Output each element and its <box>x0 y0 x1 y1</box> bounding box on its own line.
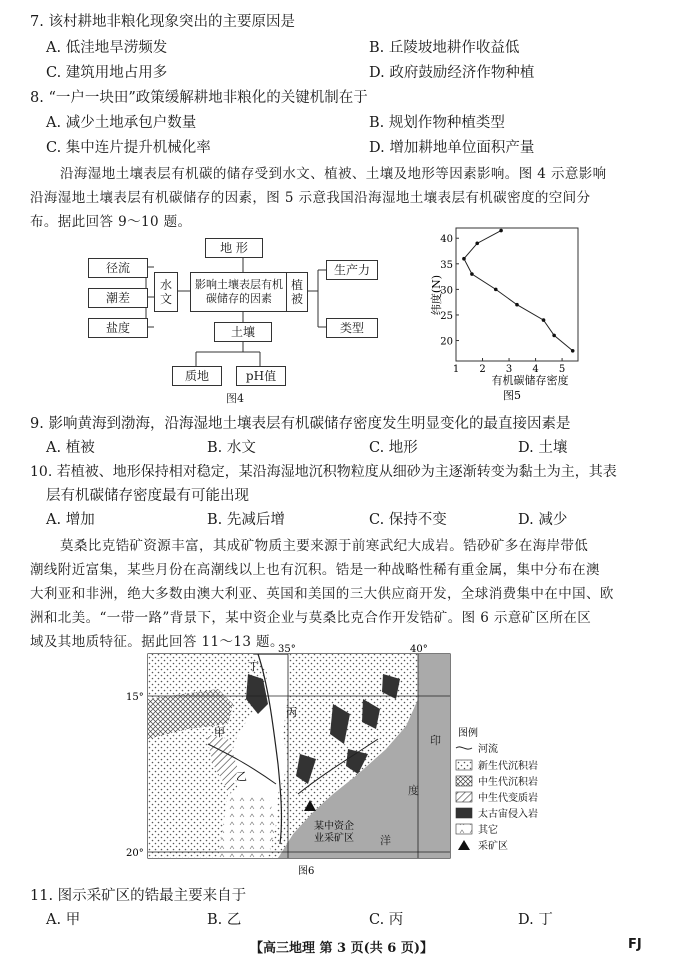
q10-stem-line-1: 10. 若植被、地形保持相对稳定，某沿海湿地沉积物粒度从细砂为主逐渐转变为黏土为主，其表 <box>30 464 617 480</box>
fig5-ytick-label: 25 <box>440 310 453 322</box>
fig6-legend-river: 河流 <box>478 744 498 755</box>
fig4-texture-box: 质地 <box>172 366 222 386</box>
q10-option-b: B. 先减后增 <box>207 512 285 528</box>
q9-option-c: C. 地形 <box>369 440 418 456</box>
q9-stem: 9. 影响黄海到渤海，沿海湿地土壤表层有机碳储存密度发生明显变化的最直接因素是 <box>30 416 571 432</box>
fig6-mine-label-line-1: 某中资企 <box>314 821 354 832</box>
fig6-lat15-label: 15° <box>126 692 144 703</box>
fig6-ocean-char-3: 洋 <box>380 834 391 847</box>
fig5-plot <box>420 225 600 405</box>
fig4-runoff-box: 径流 <box>88 258 148 278</box>
q11-option-b: B. 乙 <box>207 912 242 928</box>
fig6-map-svg <box>118 644 558 878</box>
fig5-data-point <box>552 334 556 338</box>
q10-stem-line-2: 层有机碳储存密度最有可能出现 <box>46 488 249 504</box>
q8-option-d: D. 增加耕地单位面积产量 <box>369 140 535 156</box>
passage1-line-3: 布。据此回答 9～10 题。 <box>30 214 192 230</box>
fig4-terrain-box: 地 形 <box>205 238 263 258</box>
q7-option-c: C. 建筑用地占用多 <box>46 65 168 81</box>
q10-option-a: A. 增加 <box>46 512 95 528</box>
fig6-lat20-label: 20° <box>126 848 144 859</box>
passage2-line-3: 大利亚和非洲，绝大多数由澳大利亚、英国和美国的三大供应商开发，全球消费集中在中国、欧 <box>30 586 614 602</box>
fig4-center-box: 影响土壤表层有机碳储存的因素 <box>190 272 288 312</box>
fig5-series-line <box>464 231 573 351</box>
q7-stem: 7. 该村耕地非粮化现象突出的主要原因是 <box>30 14 295 30</box>
q8-stem: 8. “一户一块田”政策缓解耕地非粮化的关键机制在于 <box>30 90 368 106</box>
footer-page-info: 【高三地理 第 3 页(共 6 页)】 <box>250 941 434 956</box>
q7-option-d: D. 政府鼓励经济作物种植 <box>369 65 535 81</box>
fig6-legend-other-swatch <box>456 824 472 834</box>
fig5-data-point <box>494 288 498 292</box>
q9-option-d: D. 土壤 <box>518 440 568 456</box>
fig5-ytick-label: 20 <box>440 336 453 348</box>
fig5-data-point <box>499 229 503 233</box>
passage1-line-1: 沿海湿地土壤表层有机碳的储存受到水文、植被、土壤及地形等因素影响。图 4 示意影响 <box>60 166 607 182</box>
footer-code: FJ <box>628 937 642 952</box>
fig4-ph-box: pH值 <box>236 366 286 386</box>
fig5-plot-frame <box>456 228 578 361</box>
fig6-caption: 图6 <box>298 866 315 877</box>
fig6-label-bing: 丙 <box>286 706 297 719</box>
fig6-legend-other: 其它 <box>478 825 498 836</box>
q9-option-a: A. 植被 <box>46 440 95 456</box>
fig4-caption: 图4 <box>226 392 244 405</box>
q9-option-b: B. 水文 <box>207 440 256 456</box>
q11-option-d: D. 丁 <box>518 912 553 928</box>
fig5-data-point <box>542 318 546 322</box>
fig4-salinity-box: 盐度 <box>88 318 148 338</box>
passage2-line-5: 域及其地质特征。据此回答 11～13 题。 <box>30 634 284 650</box>
fig6-lon35-label: 35° <box>278 644 296 655</box>
fig4-hydrology-box: 水 文 <box>154 272 178 312</box>
passage2-line-2: 潮线附近富集，某些月份在高潮线以上也有沉积。锆是一种战略性稀有重金属，集中分布在澳 <box>30 562 600 578</box>
fig6-mine-label-line-2: 业采矿区 <box>314 833 354 844</box>
fig6-ocean-char-1: 印 <box>430 734 441 747</box>
fig6-legend-river-swatch <box>456 747 472 749</box>
fig6-legend-archean-swatch <box>456 808 472 818</box>
fig4-productivity-box: 生产力 <box>326 260 378 280</box>
fig5-xtick-label: 1 <box>452 364 460 375</box>
fig5-data-point <box>470 272 474 276</box>
fig6-label-ding: 丁 <box>248 660 259 673</box>
fig5-data-point <box>571 349 575 353</box>
fig5-data-point <box>515 303 519 307</box>
fig5-data-point <box>462 257 466 261</box>
fig5-data-point <box>475 242 479 246</box>
fig6-other-rock <box>218 794 276 858</box>
fig5-ytick-label: 35 <box>440 259 453 271</box>
fig5-ytick-label: 40 <box>440 234 453 246</box>
fig6-lon40-label: 40° <box>410 644 428 655</box>
q7-option-a: A. 低洼地旱涝频发 <box>46 40 168 56</box>
fig5-ytick-label: 30 <box>440 285 453 297</box>
fig5-xtick-label: 4 <box>532 364 539 375</box>
fig5-ylabel: 纬度(N) <box>430 274 443 316</box>
q11-stem: 11. 图示采矿区的锆最主要来自于 <box>30 888 247 904</box>
fig6-legend-mine: 采矿区 <box>478 841 508 852</box>
q8-option-b: B. 规划作物种植类型 <box>369 115 505 131</box>
q8-option-a: A. 减少土地承包户数量 <box>46 115 197 131</box>
q11-option-a: A. 甲 <box>46 912 81 928</box>
fig4-type-box: 类型 <box>326 318 378 338</box>
fig6-legend-mesozoic-meta-swatch <box>456 792 472 802</box>
fig6-legend-cenozoic: 新生代沉积岩 <box>478 761 538 772</box>
q11-option-c: C. 丙 <box>369 912 404 928</box>
fig5-xtick-label: 3 <box>505 364 513 375</box>
fig6-label-yi: 乙 <box>236 770 247 783</box>
passage2-line-1: 莫桑比克锆矿资源丰富，其成矿物质主要来源于前寒武纪大成岩。锆砂矿多在海岸带低 <box>60 538 589 554</box>
q8-option-c: C. 集中连片提升机械化率 <box>46 140 211 156</box>
fig4-vegetation-box: 植 被 <box>286 272 308 312</box>
fig5-xtick-label: 5 <box>558 364 566 375</box>
passage1-line-2: 沿海湿地土壤表层有机碳储存的因素，图 5 示意我国沿海湿地土壤表层有机碳密度的空间分 <box>30 190 591 206</box>
figure-4-diagram <box>88 230 398 405</box>
fig4-soil-box: 土壤 <box>214 322 272 342</box>
fig6-legend-mine-swatch <box>458 840 470 850</box>
fig5-caption: 图5 <box>503 389 521 402</box>
fig6-legend-mesozoic-meta: 中生代变质岩 <box>478 793 538 804</box>
q10-option-c: C. 保持不变 <box>369 512 447 528</box>
passage2-line-4: 洲和北美。“一带一路”背景下，某中资企业与莫桑比克合作开发锆矿。图 6 示意矿区所在区 <box>30 610 592 626</box>
fig6-legend-archean: 太古宙侵入岩 <box>478 809 538 820</box>
figure-6-map <box>118 644 558 878</box>
fig6-legend-mesozoic-sed-swatch <box>456 776 472 786</box>
fig5-xtick-label: 2 <box>479 364 486 375</box>
fig6-ocean-char-2: 度 <box>408 784 419 797</box>
q7-option-b: B. 丘陵坡地耕作收益低 <box>369 40 520 56</box>
fig6-label-jia: 甲 <box>214 726 225 739</box>
fig6-legend-cenozoic-swatch <box>456 760 472 770</box>
fig6-legend-title: 图例 <box>458 728 478 739</box>
q10-option-d: D. 减少 <box>518 512 568 528</box>
fig4-tide-box: 潮差 <box>88 288 148 308</box>
fig5-xlabel: 有机碳储存密度 <box>491 374 569 387</box>
figure-5-chart <box>420 225 600 405</box>
fig6-legend-mesozoic-sed: 中生代沉积岩 <box>478 777 538 788</box>
